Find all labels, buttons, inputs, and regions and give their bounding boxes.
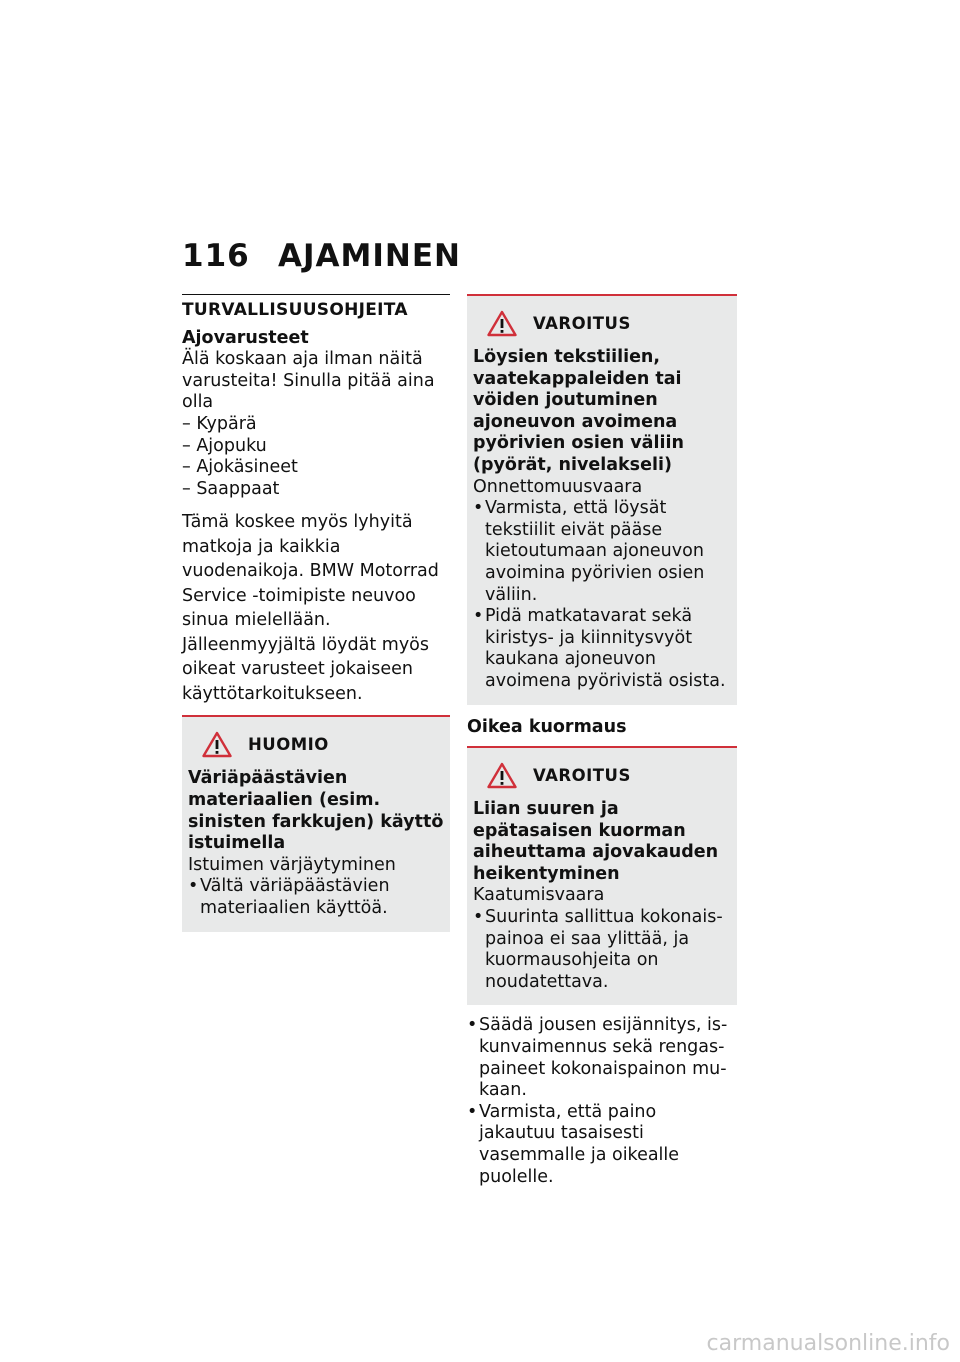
notice-consequence: Istuimen värjäytyminen <box>188 854 396 875</box>
notice-box <box>182 715 450 931</box>
loading-bullets <box>467 1015 737 1188</box>
subhead-equipment: Ajovarusteet <box>182 327 309 348</box>
chapter-title: AJAMINEN <box>278 238 461 274</box>
warning-bullets <box>473 907 731 993</box>
notice-title: Väriäpäästävien materiaalien (esim. sinisten farkkujen) käyttö istuimella <box>188 768 444 854</box>
warning-triangle-icon <box>487 762 517 789</box>
warning-title: Löysien tekstiilien, vaatekappaleiden tai vöiden joutuminen ajoneuvon avoimena pyörivien osien väliin (pyörät, nivelakseli) <box>473 347 684 475</box>
warning-label: VAROITUS <box>533 313 631 333</box>
list-item: • Säädä jousen esijännitys, iskunvaimennus sekä rengaspaineet kokonaispainon mukaan. <box>467 1015 737 1101</box>
intro-paragraph: Älä koskaan aja ilman näitä varusteita! Sinulla pitää aina olla <box>182 349 435 413</box>
warning-bullets <box>473 498 731 692</box>
list-item: – Saappaat <box>182 478 280 499</box>
warning-title: Liian suuren ja epätasaisen kuorman aiheuttama ajovakauden heikentyminen <box>473 799 719 884</box>
warning-triangle-icon <box>487 310 517 337</box>
section-title: TURVALLISUUSOHJEITA <box>182 300 408 320</box>
right-column <box>467 294 737 1188</box>
body-paragraph: Tämä koskee myös lyhyitä matkoja ja kaikkia vuodenaikoja. BMW Motorrad Service -toimipiste neuvoo sinua mielellään. Jälleenmyyjältä löydät myös oikeat varusteet jokaiseen käyttötarkoitukseen. <box>182 512 439 704</box>
notice-bullets <box>188 876 444 919</box>
subhead-loading: Oikea kuormaus <box>467 716 627 737</box>
list-item: • Varmista, että paino jakautuu tasaisesti vasemmalle ja oikealle puolelle. <box>467 1102 737 1188</box>
notice-label: HUOMIO <box>248 735 329 755</box>
watermark: carmanualsonline.info <box>706 1331 950 1356</box>
section-rule <box>182 294 450 295</box>
warning-triangle-icon <box>202 731 232 758</box>
list-item: • Varmista, että löysät tekstiilit eivät pääse kietoutumaan ajoneuvon avoimina pyörivien osien väliin. <box>473 498 731 606</box>
left-column <box>182 294 450 932</box>
list-item: • Suurinta sallittua kokonaispainoa ei saa ylittää, ja kuormausohjeita on noudatettava. <box>473 907 731 993</box>
list-item: – Kypärä <box>182 413 257 434</box>
list-item: – Ajopuku <box>182 435 267 456</box>
equipment-list <box>182 414 450 500</box>
list-item: – Ajokäsineet <box>182 457 298 478</box>
page-header <box>182 238 461 274</box>
warning-box-2 <box>467 746 737 1005</box>
list-item: • Pidä matkatavarat sekä kiristys- ja kiinnitysvyöt kaukana ajoneuvon avoimena pyörivistä osista. <box>473 606 731 692</box>
warning-consequence: Kaatumisvaara <box>473 885 605 906</box>
page-number: 116 <box>182 238 250 274</box>
warning-box-1 <box>467 294 737 705</box>
warning-label: VAROITUS <box>533 765 631 785</box>
list-item: • Vältä väriäpäästävien materiaalien käyttöä. <box>188 876 444 919</box>
warning-consequence: Onnettomuusvaara <box>473 476 643 497</box>
